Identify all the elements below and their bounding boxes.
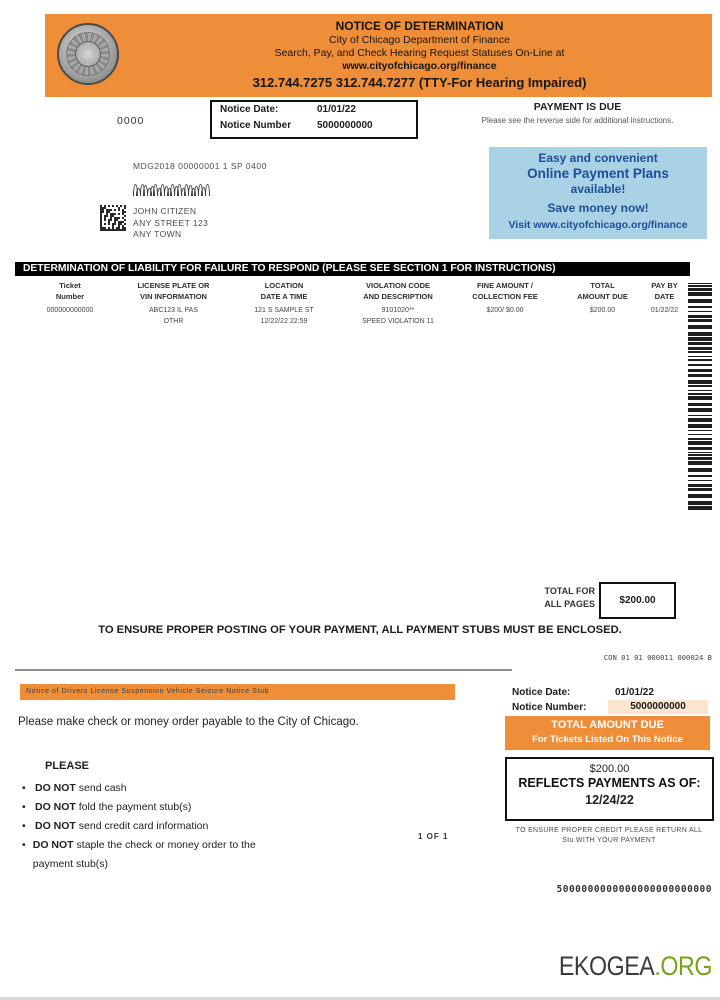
stub-notice-number-label: Notice Number: bbox=[512, 702, 587, 713]
phone-line: 312.744.7275 312.744.7277 (TTY-For Hearing Impaired) bbox=[252, 75, 587, 90]
seal-core bbox=[75, 41, 101, 67]
recipient-address bbox=[133, 206, 208, 241]
col-location: LOCATION DATE A TIME 121 S SAMPLE ST 12/22/22 22:59 bbox=[227, 281, 341, 327]
total-due-value: $200.00 bbox=[589, 307, 616, 314]
promo-line4: Save money now! bbox=[547, 201, 649, 215]
letterhead bbox=[45, 14, 712, 97]
list-item: • DO NOT send credit card information bbox=[22, 820, 209, 832]
datamatrix-code bbox=[100, 205, 126, 231]
payment-due-block bbox=[445, 101, 710, 125]
datetime-value: 12/22/22 22:59 bbox=[260, 318, 308, 325]
stub-amount-box bbox=[505, 757, 714, 821]
promo-line2: Online Payment Plans bbox=[527, 166, 669, 181]
col-pay-by: PAY BY DATE 01/22/22 bbox=[637, 281, 692, 316]
stub-notice-date-label: Notice Date: bbox=[512, 687, 571, 698]
payment-due-subtitle: Please see the reverse side for additional instructions. bbox=[481, 116, 674, 125]
notice-number-label: Notice Number bbox=[220, 120, 292, 131]
online-payment-promo bbox=[489, 147, 707, 239]
intelligent-mail-barcode bbox=[133, 178, 208, 192]
notice-number-value: 5000000000 bbox=[317, 120, 373, 131]
violations-table bbox=[15, 281, 690, 331]
city-of-chicago-seal-icon bbox=[57, 23, 119, 85]
finance-url: www.cityofchicago.org/finance bbox=[342, 60, 497, 72]
pay-by-value: 01/22/22 bbox=[650, 307, 679, 314]
recipient-town: ANY TOWN bbox=[133, 229, 182, 239]
total-amount-value: $200.00 bbox=[619, 595, 656, 606]
promo-visit-url: Visit www.cityofchicago.org/finance bbox=[508, 219, 688, 231]
payment-due-title: PAYMENT IS DUE bbox=[533, 101, 622, 113]
credit-return-note: TO ENSURE PROPER CREDIT PLEASE RETURN ALL Stu WITH YOUR PAYMENT bbox=[515, 827, 703, 844]
col-ticket-number: Ticket Number 000000000000 bbox=[20, 281, 120, 316]
list-item: • DO NOT fold the payment stub(s) bbox=[22, 801, 192, 813]
col-violation: VIOLATION CODE AND DESCRIPTION 9101020** SPEED VIOLATION 11 bbox=[341, 281, 455, 327]
mail-sort-line: MDG2018 00000001 1 SP 0400 bbox=[133, 161, 267, 171]
total-amount-due-banner: TOTAL AMOUNT DUE For Tickets Listed On This Notice bbox=[505, 716, 710, 750]
ekogea-watermark: EKOGEA.ORG bbox=[558, 951, 712, 981]
section-title-bar: DETERMINATION OF LIABILITY FOR FAILURE TO RESPOND (PLEASE SEE SECTION 1 FOR INSTRUCTIONS) bbox=[15, 262, 690, 276]
col-fine: FINE AMOUNT / COLLECTION FEE $200/ $0.00 bbox=[455, 281, 555, 316]
reflects-payments-line: REFLECTS PAYMENTS AS OF: bbox=[518, 776, 701, 790]
please-heading: PLEASE bbox=[45, 760, 90, 772]
department-line: City of Chicago Department of Finance bbox=[329, 34, 510, 46]
letterhead-text bbox=[135, 19, 704, 91]
stub-title-bar: Notice of Drivers License Suspension Vehicle Seizure Notice Stub bbox=[20, 684, 455, 700]
stub-amount-value: $200.00 bbox=[589, 763, 630, 775]
tear-line bbox=[15, 669, 512, 671]
stub-notice-number-value: 5000000000 bbox=[608, 700, 708, 714]
violation-code-value: 9101020** bbox=[381, 307, 415, 314]
notice-date-label: Notice Date: bbox=[220, 104, 279, 115]
ticket-number-value: 000000000000 bbox=[46, 307, 94, 314]
list-item: • DO NOT staple the check or money order to the payment stub(s) bbox=[22, 839, 256, 870]
list-item: • DO NOT send cash bbox=[22, 782, 127, 794]
total-for-all-pages-label: TOTAL FOR ALL PAGES bbox=[544, 586, 595, 609]
plate-value2: OTHR bbox=[163, 318, 184, 325]
page-title: NOTICE OF DETERMINATION bbox=[335, 19, 504, 33]
recipient-street: ANY STREET 123 bbox=[133, 217, 209, 228]
search-pay-line: Search, Pay, and Check Hearing Request Statuses On-Line at bbox=[274, 47, 565, 59]
violation-desc-value: SPEED VIOLATION 11 bbox=[362, 318, 434, 325]
col-license-plate: LICENSE PLATE OR VIN INFORMATION ABC123 IL PAS OTHR bbox=[120, 281, 227, 327]
promo-line1: Easy and convenient bbox=[538, 151, 658, 165]
ticket-barcode bbox=[688, 283, 712, 515]
col-total-due: TOTAL AMOUNT DUE $200.00 bbox=[555, 281, 650, 316]
reflects-date: 12/24/22 bbox=[585, 793, 634, 807]
control-line: CON 01 01 000011 000024 B bbox=[603, 653, 712, 662]
fine-value: $200/ $0.00 bbox=[486, 307, 524, 314]
promo-line3: available! bbox=[570, 182, 626, 196]
notice-info-box bbox=[210, 100, 418, 139]
notice-date-value: 01/01/22 bbox=[317, 104, 356, 115]
page-indicator: 1 OF 1 bbox=[418, 832, 449, 841]
payable-instruction: Please make check or money order payable to the City of Chicago. bbox=[18, 716, 359, 728]
form-code: 0000 bbox=[117, 115, 145, 127]
scanline-account-number: 5000000000000000000000000 bbox=[556, 884, 712, 895]
do-not-list bbox=[22, 779, 282, 874]
total-amount-box bbox=[599, 582, 676, 619]
location-value: 121 S SAMPLE ST bbox=[254, 307, 314, 314]
recipient-name: JOHN CITIZEN bbox=[133, 206, 197, 216]
plate-value: ABC123 IL PAS bbox=[148, 307, 199, 314]
stub-notice-date-value: 01/01/22 bbox=[615, 687, 654, 698]
enclosed-note: TO ENSURE PROPER POSTING OF YOUR PAYMENT, ALL PAYMENT STUBS MUST BE ENCLOSED. bbox=[98, 624, 622, 636]
